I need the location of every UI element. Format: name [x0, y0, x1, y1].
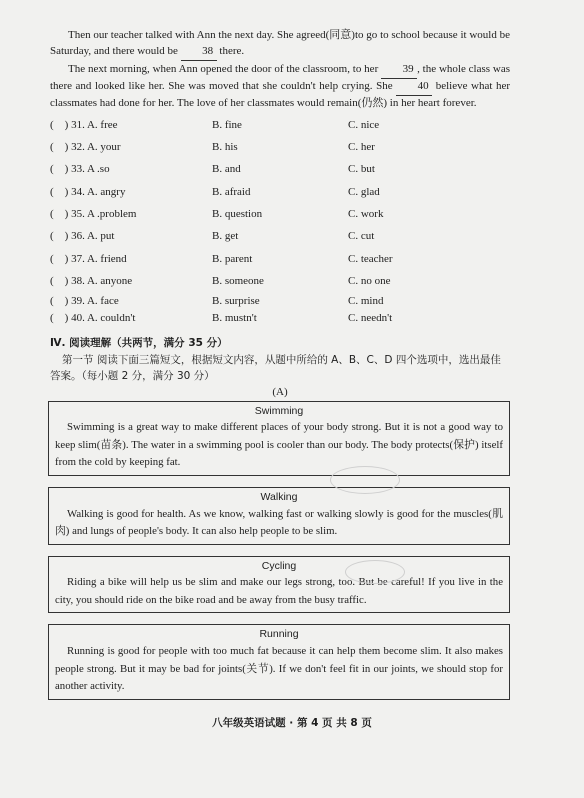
question-row: [50, 204, 510, 226]
blank-38: 38: [181, 44, 217, 61]
passage-paragraph-1: Then our teacher talked with Ann the next day. She agreed(同意)to go to school because it would be Saturday, and there would be 38 there.: [50, 28, 510, 61]
option-a[interactable]: ( ) 37. A. friend: [50, 252, 127, 265]
box-title: Cycling: [261, 559, 297, 572]
option-a[interactable]: ( ) 35. A .problem: [50, 208, 137, 221]
question-row: [50, 271, 510, 293]
passage-box-cycling: [48, 556, 510, 614]
options-list: [50, 115, 510, 327]
page-footer: 八年级英语试题 · 第 4 页 共 8 页: [212, 717, 372, 729]
option-c[interactable]: C. work: [348, 208, 384, 221]
passage-box-walking: [48, 487, 510, 545]
option-a[interactable]: ( ) 34. A. angry: [50, 185, 126, 198]
option-b[interactable]: B. mustn't: [212, 311, 257, 324]
option-b[interactable]: B. afraid: [212, 185, 251, 198]
option-c[interactable]: C. teacher: [348, 252, 393, 265]
box-body: Walking is good for health. As we know, walking fast or walking slowly is good for the muscles(肌肉) and lungs of people's body. It can also help people to be slim.: [55, 507, 503, 538]
question-row: [50, 310, 510, 327]
option-a[interactable]: ( ) 40. A. couldn't: [50, 311, 136, 324]
question-row: [50, 182, 510, 204]
question-row: [50, 115, 510, 137]
faint-stamp: [345, 560, 405, 584]
section-title: Ⅳ. 阅读理解（共两节，满分 35 分）: [50, 337, 228, 350]
passage-paragraph-2: The next morning, when Ann opened the door of the classroom, to her 39 , the whole class was there and looked like her. She was moved that she couldn't help crying. She 40 believe what her classmates had done for her. The love of her classmates would remain(仍然) in her heart forever.: [50, 62, 511, 109]
passage-box-running: [48, 624, 510, 699]
option-c[interactable]: C. mind: [348, 294, 384, 307]
option-b[interactable]: B. parent: [212, 252, 253, 265]
option-c[interactable]: C. cut: [348, 230, 375, 243]
passage-label: (A): [272, 385, 288, 398]
option-c[interactable]: C. needn't: [348, 311, 393, 324]
option-b[interactable]: B. get: [212, 230, 239, 243]
option-c[interactable]: C. no one: [348, 274, 391, 287]
question-row: [50, 226, 510, 248]
section-instruction: 第一节 阅读下面三篇短文，根据短文内容，从题中所给的 A、B、C、D 四个选项中，选出最佳答案。（每小题 2 分，满分 30 分）: [50, 354, 501, 383]
blank-40: 40: [396, 79, 432, 96]
option-a[interactable]: ( ) 33. A .so: [50, 163, 110, 176]
option-c[interactable]: C. her: [348, 141, 375, 154]
option-b[interactable]: B. and: [212, 163, 241, 176]
option-a[interactable]: ( ) 38. A. anyone: [50, 274, 133, 287]
blank-39: 39: [381, 62, 417, 79]
option-a[interactable]: ( ) 32. A. your: [50, 141, 121, 154]
option-b[interactable]: B. surprise: [212, 294, 260, 307]
box-body: Swimming is a great way to make different places of your body strong. But it is not a good way to keep slim(苗条). The water in a swimming pool is cooler than our body. The body protects(保护) itself from the cold by keeping fat.: [55, 421, 503, 469]
option-c[interactable]: C. but: [348, 163, 375, 176]
option-c[interactable]: C. glad: [348, 185, 380, 198]
box-title: Swimming: [254, 404, 304, 417]
option-b[interactable]: B. question: [212, 208, 263, 221]
passage-box-swimming: [48, 401, 510, 476]
option-b[interactable]: B. someone: [212, 274, 264, 287]
option-a[interactable]: ( ) 36. A. put: [50, 230, 115, 243]
box-title: Running: [259, 628, 299, 641]
question-row: [50, 159, 510, 181]
option-b[interactable]: B. fine: [212, 118, 242, 131]
option-a[interactable]: ( ) 31. A. free: [50, 118, 118, 131]
question-row: [50, 137, 510, 159]
faint-stamp: [330, 466, 400, 494]
box-body: Running is good for people with too much fat because it can help them become slim. It also makes people strong. But it may be bad for joints(关节). If we don't feel fit in our joints, we should stop for another activity.: [55, 645, 503, 693]
box-title: Walking: [260, 490, 298, 503]
option-c[interactable]: C. nice: [348, 118, 380, 131]
question-row: [50, 248, 510, 270]
question-row: [50, 293, 510, 310]
option-a[interactable]: ( ) 39. A. face: [50, 294, 119, 307]
box-body: Riding a bike will help us be slim and make our legs strong, too. But be careful! If you live in the city, you should ride on the bike road and be away from the busy traffic.: [55, 576, 503, 606]
option-b[interactable]: B. his: [212, 141, 238, 154]
